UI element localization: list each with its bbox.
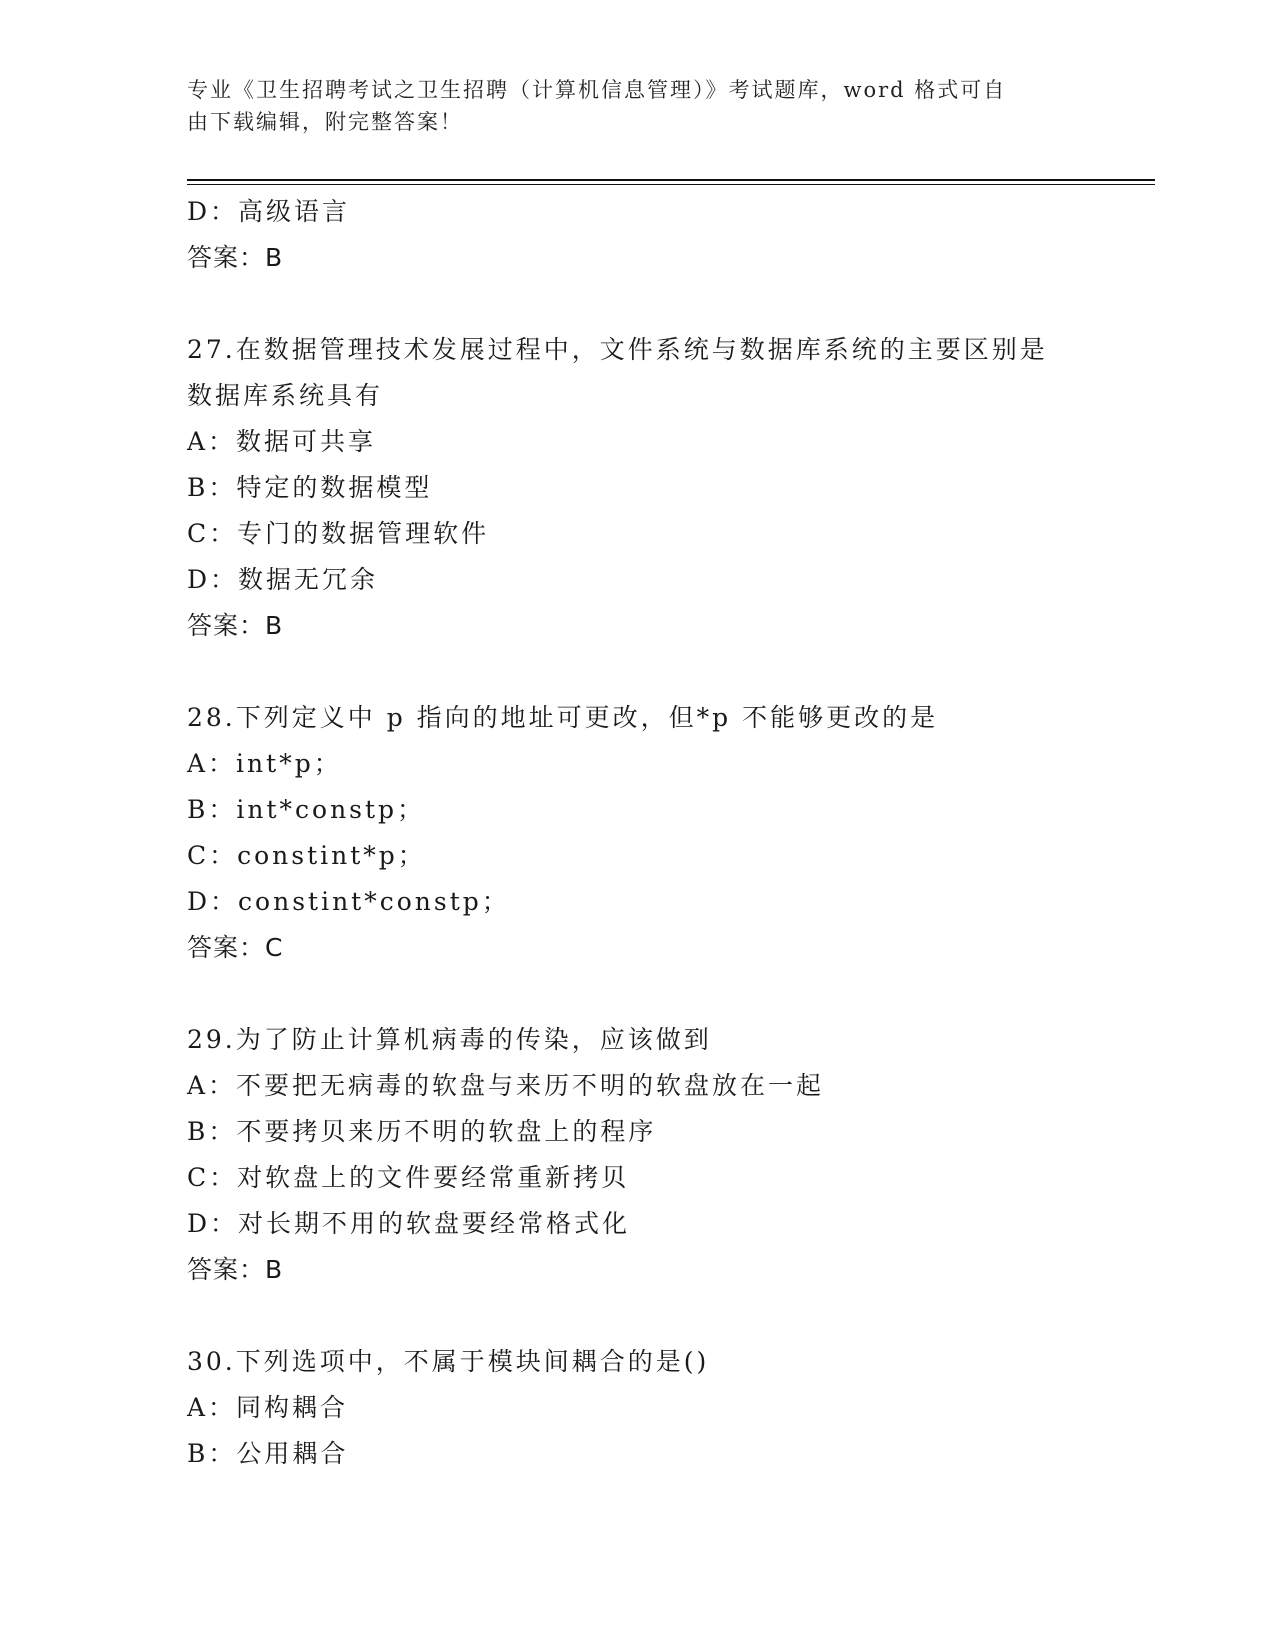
option-b: B：不要拷贝来历不明的软盘上的程序 <box>187 1117 657 1146</box>
option-a: A：同构耦合 <box>187 1393 349 1422</box>
spacer <box>187 971 1087 1017</box>
question-27 <box>187 327 1087 649</box>
spacer <box>187 649 1087 695</box>
header-rule-thin <box>187 184 1155 185</box>
option-c: C：constint*p； <box>187 841 426 870</box>
option-b: B：公用耦合 <box>187 1439 349 1468</box>
option-b: B：int*constp； <box>187 795 426 824</box>
question-text: 27.在数据管理技术发展过程中，文件系统与数据库系统的主要区别是 <box>187 335 1048 364</box>
option-d: D：高级语言 <box>187 197 351 226</box>
answer: 答案：B <box>187 611 284 640</box>
document-header <box>187 74 1067 138</box>
option-a: A：int*p； <box>187 749 342 778</box>
question-text: 28.下列定义中 p 指向的地址可更改，但*p 不能够更改的是 <box>187 703 939 732</box>
question-text-continued: 数据库系统具有 <box>187 381 384 410</box>
question-30 <box>187 1339 1087 1477</box>
option-a: A：数据可共享 <box>187 427 377 456</box>
question-text: 29.为了防止计算机病毒的传染，应该做到 <box>187 1025 712 1054</box>
option-d: D：数据无冗余 <box>187 565 379 594</box>
question-28 <box>187 695 1087 971</box>
option-d: D：constint*constp； <box>187 887 510 916</box>
spacer <box>187 1293 1087 1339</box>
spacer <box>187 281 1087 327</box>
answer: 答案：B <box>187 243 284 272</box>
header-line-1: 专业《卫生招聘考试之卫生招聘（计算机信息管理）》考试题库，word 格式可自 <box>187 78 1007 102</box>
option-c: C：专门的数据管理软件 <box>187 519 490 548</box>
answer: 答案：C <box>187 933 284 962</box>
document-body <box>187 189 1087 1477</box>
option-d: D：对长期不用的软盘要经常格式化 <box>187 1209 631 1238</box>
question-text: 30.下列选项中，不属于模块间耦合的是() <box>187 1347 710 1376</box>
answer: 答案：B <box>187 1255 284 1284</box>
header-rule-thick <box>187 179 1155 181</box>
question-29 <box>187 1017 1087 1293</box>
option-c: C：对软盘上的文件要经常重新拷贝 <box>187 1163 630 1192</box>
header-line-2: 由下载编辑，附完整答案！ <box>187 110 463 134</box>
option-a: A：不要把无病毒的软盘与来历不明的软盘放在一起 <box>187 1071 825 1100</box>
option-b: B：特定的数据模型 <box>187 473 433 502</box>
